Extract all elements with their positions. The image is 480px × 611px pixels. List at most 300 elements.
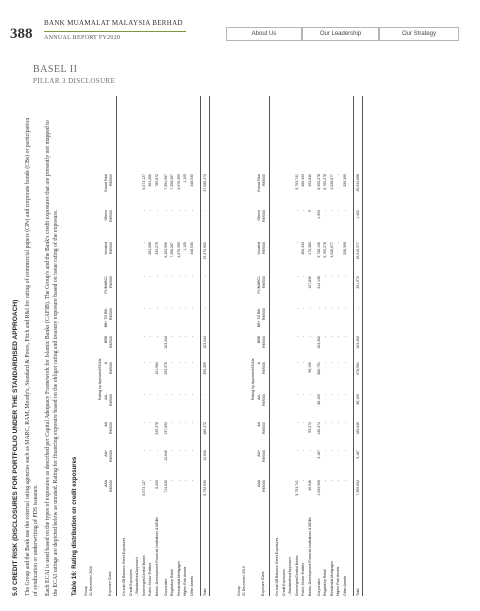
table-cell: 3,187 <box>316 450 321 459</box>
column-header-line: RM'000 <box>108 362 113 374</box>
table-cell: - <box>141 422 146 424</box>
table-cell: - <box>163 210 168 212</box>
column-header-line: RM'000 <box>108 336 113 348</box>
total-cell: 486,472 <box>203 422 207 435</box>
table-cell: - <box>294 394 299 396</box>
row-label: Higher Risk Assets <box>336 566 340 596</box>
table-cell: - <box>163 308 168 310</box>
column-header-line: RM'000 <box>108 450 113 462</box>
table-cell: - <box>329 450 334 452</box>
table-cell: 4,028,677 <box>329 174 334 190</box>
table-cell: - <box>316 308 321 310</box>
table-cell: - <box>176 276 181 278</box>
nav-our-strategy[interactable]: Our Strategy <box>379 27 459 41</box>
table-cell: - <box>329 210 334 212</box>
table-date: 31 December 2020 <box>89 566 93 596</box>
row-label: Credit Exposures <box>128 569 133 596</box>
table-cell: 5,793,741 <box>294 480 299 496</box>
total-cell: - <box>203 394 207 396</box>
column-header <box>257 210 266 248</box>
table-cell: - <box>342 308 347 310</box>
table-cell: 98,190 <box>307 362 312 373</box>
table-cell: 789,872 <box>154 174 159 187</box>
table-cell: 493,840 <box>307 174 312 187</box>
total-label: Total <box>203 588 207 596</box>
table-title: Table 16: Rating distribution on credit exposures <box>72 456 78 596</box>
exposure-class-header: Exposure Class <box>261 571 265 596</box>
table-cell: - <box>141 362 146 364</box>
table-cell: - <box>323 480 327 482</box>
table-cell: - <box>342 336 347 338</box>
table-cell: - <box>307 336 312 338</box>
table-cell: - <box>176 422 181 424</box>
table-cell: - <box>301 336 305 338</box>
row-label: Credit Exposures <box>281 569 286 596</box>
column-header-line: RM'000 <box>108 480 113 492</box>
paragraph-ecai-agencies: The Group and the Bank use the external rating agencies such as MARC, RAM, Moody's, Standard & Poors, Fitch and R&I for rating of commercial papers (CPs) and corporate bonds (CBs) or participation of syndication or underwriting of PDS issuance. <box>25 117 39 596</box>
table-cell: - <box>336 336 340 338</box>
total-cell: 1,402 <box>356 210 360 219</box>
paragraph-ecai-usage: Each ECAI is used based on the types of exposures as described per Capital Adequacy Framework for Islamic Banks (CAFIB). The Group's and the Bank's credit exposures that are presently not mapped to the ECAI ratings are depicted below as unrated. Rating for financing exposure based on the obligor rating and treasury exposure based on issue rating of the exposure. <box>45 120 59 596</box>
credit-risk-heading: 5.0 CREDIT RISK (DISCLOSURES FOR PORTFOLIO UNDER THE STANDARDISED APPROACH) <box>12 299 19 596</box>
table-cell: - <box>342 450 347 452</box>
column-header-line: RM'000 <box>261 480 266 492</box>
row-label: Banks, Development Financial Institutions & MDBs <box>154 517 159 596</box>
row-label: Sovereigns/Central Banks <box>294 555 299 596</box>
table-cell: - <box>336 450 340 452</box>
column-header-line: RM'000 <box>261 242 266 254</box>
table-date: 31 December 2019 <box>242 566 246 596</box>
table-cell: - <box>323 362 327 364</box>
row-label: Regulatory Retail <box>170 569 174 596</box>
table-cell: - <box>189 394 194 396</box>
table-cell: - <box>170 308 174 310</box>
row-label: Public Sector Entities <box>301 562 305 596</box>
table-cell: - <box>183 336 187 338</box>
table-cell: - <box>336 174 340 176</box>
table-cell: - <box>183 480 187 482</box>
table-cell: - <box>141 242 146 244</box>
column-header-line: AA- <box>104 394 108 400</box>
table-cell: - <box>176 308 181 310</box>
table-cell: - <box>336 422 340 424</box>
column-header-line: AA- <box>257 394 261 400</box>
column-header-line: RM'000 <box>261 210 266 222</box>
table-cell: - <box>176 210 181 212</box>
page-number: 388 <box>10 26 33 42</box>
column-header-line: P1/MARC1 <box>257 276 261 294</box>
table-cell: 40,946 <box>307 480 312 491</box>
table-cell: 293,375 <box>163 362 168 375</box>
table-cell: 6,293,906 <box>163 242 168 258</box>
table-cell: 714,630 <box>163 480 168 493</box>
table-cell: - <box>329 276 334 278</box>
table-cell: - <box>170 450 174 452</box>
table-2019 <box>237 96 397 596</box>
column-header-line: AA <box>104 422 108 427</box>
column-header-line: BBB <box>257 336 261 344</box>
column-header <box>104 210 113 248</box>
table-cell: - <box>141 394 146 396</box>
row-label: Residential Mortgages <box>176 561 181 596</box>
table-cell: - <box>154 308 159 310</box>
table-cell: - <box>301 362 305 364</box>
table-cell: 7,258,267 <box>170 242 174 258</box>
table-cell: - <box>148 276 152 278</box>
column-header-line: RM'000 <box>108 394 113 406</box>
column-header <box>257 276 266 314</box>
table-cell: - <box>170 480 174 482</box>
table-cell: - <box>301 394 305 396</box>
table-cell: - <box>336 394 340 396</box>
table-cell: 170,383 <box>307 242 312 255</box>
column-header-line: Unrated <box>257 242 261 255</box>
table-cell: - <box>183 362 187 364</box>
total-rule <box>200 96 201 596</box>
column-header-line: RM'000 <box>108 210 113 222</box>
total-cell: - <box>356 308 360 310</box>
table-cell: - <box>189 422 194 424</box>
table-cell: 7,554,987 <box>163 174 168 190</box>
table-cell: 103,362 <box>316 336 321 349</box>
table-cell: - <box>148 210 152 212</box>
row-label: Banks, Development Financial Institutions & MDBs <box>307 517 312 596</box>
column-header-line: BBB <box>104 336 108 344</box>
total-cell: 103,344 <box>203 336 207 349</box>
row-label: Other Assets <box>342 575 347 596</box>
total-cell: - <box>203 308 207 310</box>
table-cell: - <box>163 276 168 278</box>
table-cell: - <box>342 210 347 212</box>
total-cell: 15,616,377 <box>356 242 360 260</box>
table-cell: - <box>154 394 159 396</box>
table-cell: - <box>336 362 340 364</box>
table-cell: - <box>329 480 334 482</box>
row-label: On and Off Balance Sheet Exposures <box>122 537 126 596</box>
column-header-line: RM'000 <box>261 336 266 348</box>
header-rule <box>269 96 270 596</box>
table-cell: - <box>141 308 146 310</box>
table-cell: 6,392,278 <box>316 174 321 190</box>
table-cell: - <box>307 450 312 452</box>
table-cell: - <box>176 362 181 364</box>
bank-name: BANK MUAMALAT MALAYSIA BERHAD <box>44 19 183 27</box>
table-cell: 526,399 <box>342 174 347 187</box>
row-label: - Standardised Approach <box>135 557 139 596</box>
table-cell: 55,272 <box>307 422 312 433</box>
total-cell: 3,187 <box>356 450 360 459</box>
table-cell: - <box>176 394 181 396</box>
table-cell: 3,728,130 <box>316 242 321 258</box>
table-cell: 6,765,278 <box>323 174 327 190</box>
table-cell: - <box>148 450 152 452</box>
table-cell: - <box>170 210 174 212</box>
table-cell: - <box>189 450 194 452</box>
table-cell: - <box>301 210 305 212</box>
total-rule <box>353 96 354 596</box>
column-header-line: Others <box>257 210 261 221</box>
table-cell: 5,793,741 <box>294 174 299 190</box>
table-cell: - <box>301 422 305 424</box>
table-cell: - <box>336 276 340 278</box>
column-header-line: A <box>257 362 261 365</box>
table-cell: - <box>342 422 347 424</box>
table-cell: 580,791 <box>316 362 321 375</box>
column-header-line: BB+ TO BB- <box>104 308 108 328</box>
table-cell: - <box>148 308 152 310</box>
table-cell: 6,073,127 <box>141 174 146 190</box>
column-header <box>257 174 266 212</box>
table-cell: 130,374 <box>316 422 321 435</box>
table-cell: - <box>148 422 152 424</box>
column-header-line: AA+ <box>104 450 108 457</box>
table-cell: 9 <box>307 210 312 212</box>
table-cell: - <box>176 450 181 452</box>
table-cell: - <box>342 362 347 364</box>
table-cell: - <box>176 336 181 338</box>
rating-header: Rating by Approved ECAIs <box>251 358 255 400</box>
column-header-line: RM'000 <box>261 362 266 374</box>
column-header-line: RM'000 <box>108 422 113 434</box>
total-cell: - <box>203 210 207 212</box>
total-cell: 103,362 <box>356 336 360 349</box>
total-bottom-rule <box>209 96 210 596</box>
table-cell: - <box>294 422 299 424</box>
table-cell: 4,676,399 <box>176 174 181 190</box>
table-cell: - <box>294 362 299 364</box>
column-header <box>104 174 113 212</box>
table-cell: 526,399 <box>342 242 347 255</box>
table-cell: - <box>141 336 146 338</box>
table-group-label: Group <box>237 586 241 596</box>
table-cell: 1,534,965 <box>316 480 321 496</box>
table-cell: - <box>301 308 305 310</box>
table-cell: - <box>294 210 299 212</box>
row-label: On and Off Balance Sheet Exposures <box>275 537 279 596</box>
table-cell: 12,640 <box>163 450 168 461</box>
table-cell: 101,984 <box>154 362 159 375</box>
column-header-line: A <box>104 362 108 365</box>
table-cell: - <box>329 308 334 310</box>
table-cell: 349,378 <box>154 422 159 435</box>
section-title: BASEL II <box>33 64 78 75</box>
table-cell: 6,073,127 <box>141 480 146 496</box>
table-cell: - <box>176 480 181 482</box>
table-cell: 266,433 <box>301 174 305 187</box>
column-header-line: Grand Total <box>104 174 108 193</box>
table-cell: - <box>323 276 327 278</box>
table-cell: - <box>307 308 312 310</box>
table-cell: - <box>189 362 194 364</box>
table-cell: - <box>189 308 194 310</box>
row-label: Corporates <box>163 578 168 596</box>
column-header-line: Others <box>104 210 108 221</box>
table-cell: - <box>189 336 194 338</box>
table-cell: 266,433 <box>301 242 305 255</box>
table-cell: - <box>183 394 187 396</box>
table-cell: 4,028,677 <box>329 242 334 258</box>
column-header-line: Grand Total <box>257 174 261 193</box>
column-header-line: AA+ <box>257 450 261 457</box>
table-cell: - <box>154 450 159 452</box>
total-cell: 7,369,652 <box>356 480 360 496</box>
table-cell: 1,105 <box>183 242 187 251</box>
table-cell: - <box>329 422 334 424</box>
total-cell: 25,944,688 <box>356 174 360 192</box>
table-cell: - <box>294 336 299 338</box>
row-label: Sovereigns/Central Banks <box>141 555 146 596</box>
table-cell: - <box>154 210 159 212</box>
table-cell: 103,344 <box>163 336 168 349</box>
table-cell: - <box>170 394 174 396</box>
row-label: - Standardised Approach <box>288 557 292 596</box>
table-cell: - <box>189 276 194 278</box>
column-header-line: RM'000 <box>261 394 266 406</box>
table-cell: - <box>342 276 347 278</box>
table-cell: - <box>163 394 168 396</box>
table-cell: 7,258,267 <box>170 174 174 190</box>
column-header-line: RM'000 <box>108 242 113 254</box>
column-header-line: RM'000 <box>261 276 266 288</box>
total-cell: 678,981 <box>356 362 360 375</box>
table-cell: 448,530 <box>189 242 194 255</box>
table-cell: - <box>148 480 152 482</box>
total-cell: 12,640 <box>203 450 207 461</box>
table-cell: - <box>189 480 194 482</box>
total-cell: 6,792,930 <box>203 480 207 496</box>
table-cell: - <box>183 210 187 212</box>
table-cell: - <box>307 394 312 396</box>
table-cell: - <box>323 394 327 396</box>
table-cell: - <box>294 450 299 452</box>
table-cell: 1,393 <box>316 210 321 219</box>
column-header-line: RM'000 <box>261 174 266 186</box>
total-label: Total <box>356 588 360 596</box>
table-cell: - <box>336 308 340 310</box>
table-cell: 5,203 <box>154 480 159 489</box>
table-cell: - <box>170 422 174 424</box>
table-cell: - <box>154 336 159 338</box>
row-label: Higher Risk Assets <box>183 566 187 596</box>
table-cell: - <box>294 276 299 278</box>
column-header-line: AA <box>257 422 261 427</box>
table-cell: - <box>323 210 327 212</box>
table-cell: - <box>141 276 146 278</box>
table-cell: - <box>170 276 174 278</box>
table-cell: - <box>342 394 347 396</box>
table-cell: 1,105 <box>183 174 187 183</box>
table-cell: - <box>301 480 305 482</box>
table-cell: - <box>148 362 152 364</box>
column-header-line: RM'000 <box>108 308 113 320</box>
column-header-line: P1/MARC1 <box>104 276 108 294</box>
table-cell: - <box>148 336 152 338</box>
table-cell: - <box>336 210 340 212</box>
table-cell: - <box>336 480 340 482</box>
table-cell: 6,765,278 <box>323 242 327 258</box>
row-label: Corporates <box>316 578 321 596</box>
table-2020 <box>84 96 234 596</box>
table-cell: 264,266 <box>148 242 152 255</box>
table-cell: 333,275 <box>154 242 159 255</box>
table-cell: - <box>342 480 347 482</box>
total-cell: 19,275,662 <box>203 242 207 260</box>
table-cell: 214,136 <box>316 276 321 289</box>
exposure-class-header: Exposure Class <box>108 571 112 596</box>
table-cell: - <box>323 450 327 452</box>
table-cell: - <box>170 362 174 364</box>
total-cell: 27,066,473 <box>203 174 207 192</box>
table-cell: - <box>183 450 187 452</box>
nav-our-leadership[interactable]: Our Leadership <box>302 27 379 41</box>
column-header <box>104 276 113 314</box>
table-group-label: Group <box>84 586 88 596</box>
annual-report-label: ANNUAL REPORT FY2020 <box>44 35 121 41</box>
nav-about-us[interactable]: About Us <box>226 27 302 41</box>
table-cell: - <box>323 308 327 310</box>
table-cell: - <box>183 422 187 424</box>
row-label: Other Assets <box>189 575 194 596</box>
table-cell: - <box>336 242 340 244</box>
total-cell: 395,359 <box>203 362 207 375</box>
column-header-line: RM'000 <box>261 450 266 462</box>
table-cell: - <box>301 276 305 278</box>
table-cell: - <box>294 242 299 244</box>
row-label: Public Sector Entities <box>148 562 152 596</box>
column-header-line: Unrated <box>104 242 108 255</box>
table-cell: 4,676,399 <box>176 242 181 258</box>
table-cell: - <box>170 336 174 338</box>
table-cell: - <box>323 336 327 338</box>
table-cell: - <box>294 308 299 310</box>
table-cell: - <box>301 450 305 452</box>
column-header-line: RM'000 <box>261 308 266 320</box>
column-header-line: RM'000 <box>108 276 113 288</box>
table-cell: - <box>141 450 146 452</box>
row-label: Residential Mortgages <box>329 561 334 596</box>
column-header-line: AAA <box>257 480 261 488</box>
rating-header: Rating by Approved ECAIs <box>98 358 102 400</box>
table-cell: - <box>189 210 194 212</box>
table-cell: - <box>329 394 334 396</box>
table-cell: - <box>183 308 187 310</box>
row-label: Regulatory Retail <box>323 569 327 596</box>
table-cell: 448,530 <box>189 174 194 187</box>
column-header-line: RM'000 <box>261 422 266 434</box>
table-cell: 137,092 <box>163 422 168 435</box>
table-cell: 264,266 <box>148 174 152 187</box>
total-cell: 321,972 <box>356 276 360 289</box>
column-header-line: BB+ TO BB- <box>257 308 261 328</box>
table-cell: 107,830 <box>307 276 312 289</box>
total-cell: - <box>203 276 207 278</box>
total-cell: 185,646 <box>356 422 360 435</box>
table-cell: - <box>329 336 334 338</box>
table-cell: - <box>141 210 146 212</box>
header-rule <box>116 96 117 596</box>
column-header-line: AAA <box>104 480 108 488</box>
table-cell: - <box>323 422 327 424</box>
section-subtitle: PILLAR 3 DISCLOSURE <box>33 77 116 85</box>
total-bottom-rule <box>362 96 363 596</box>
total-cell: 38,109 <box>356 394 360 405</box>
table-cell: - <box>183 276 187 278</box>
header-rule <box>44 31 186 32</box>
column-header-line: RM'000 <box>108 174 113 186</box>
table-cell: 38,109 <box>316 394 321 405</box>
table-cell: - <box>148 394 152 396</box>
rotated-content <box>12 91 402 596</box>
